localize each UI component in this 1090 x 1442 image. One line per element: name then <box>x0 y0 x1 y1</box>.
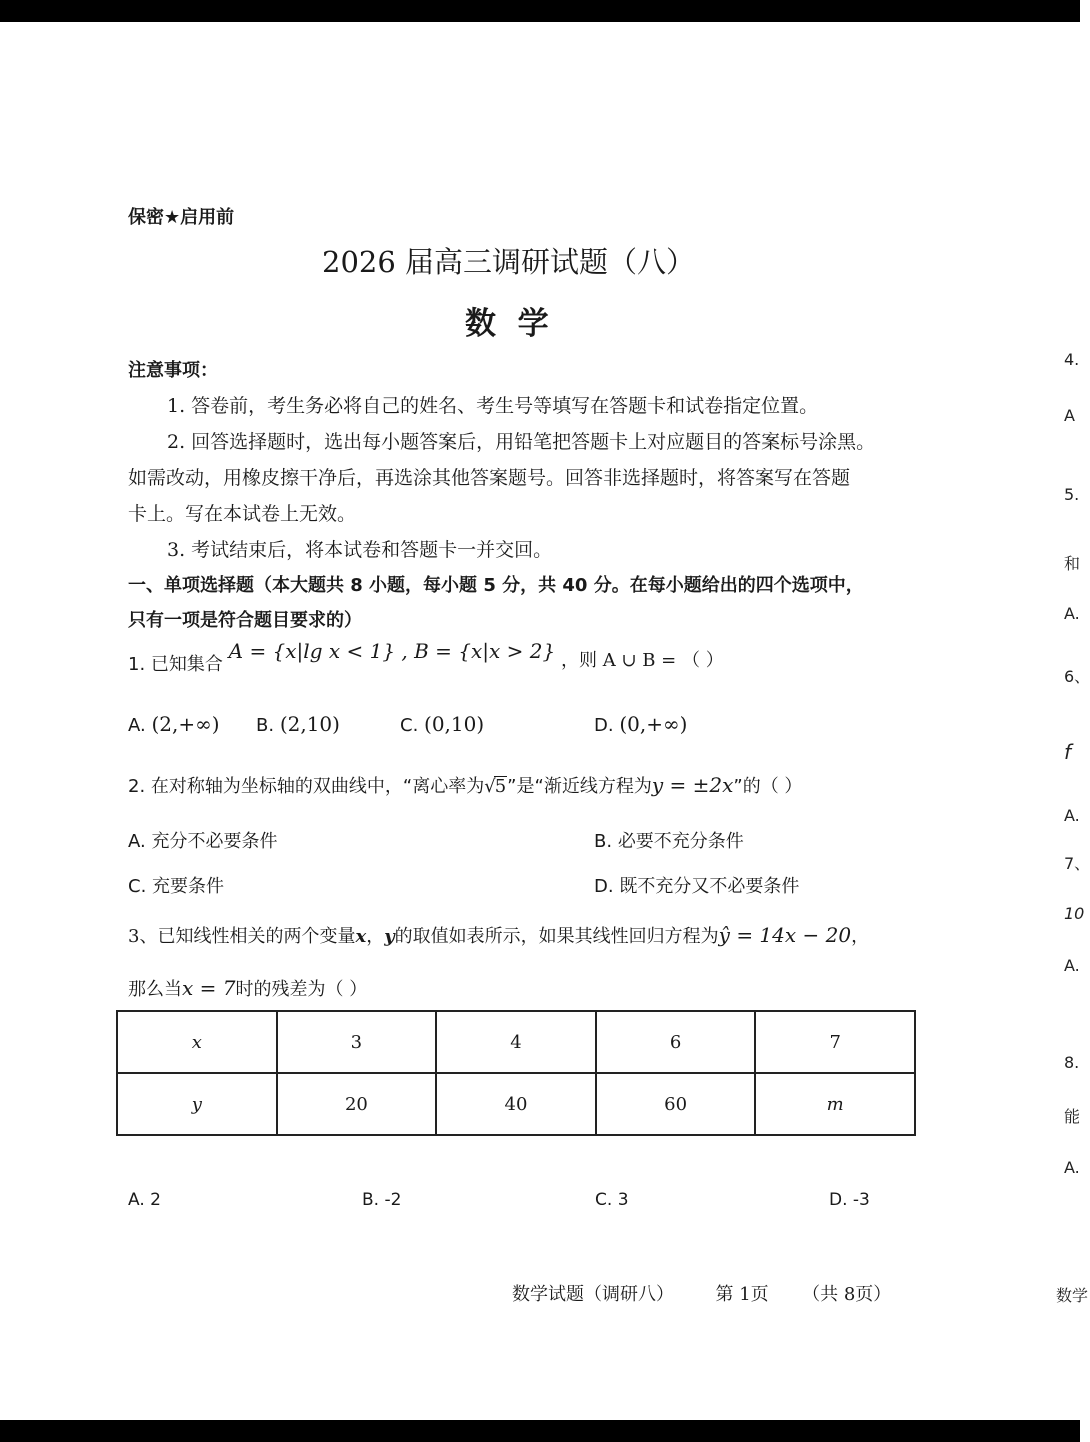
bottom-black-bar <box>0 1420 1080 1442</box>
table-cell: 40 <box>436 1073 596 1135</box>
next-page-fragment: 5. <box>1064 485 1080 504</box>
q2-sqrt-value: 5 <box>494 776 507 797</box>
q3-option-a: A. 2 <box>128 1190 161 1210</box>
q3-option-c: C. 3 <box>595 1190 629 1210</box>
next-page-fragment: f <box>1064 740 1072 764</box>
q3-option-d: D. -3 <box>829 1190 870 1210</box>
section-1-heading-line2: 只有一项是符合题目要求的） <box>128 610 362 631</box>
q1-option-d: D. (0,+∞) <box>594 712 688 736</box>
question-3-line1: 3、已知线性相关的两个变量x，y的取值如表所示，如果其线性回归方程为ŷ = 14x − 20， <box>128 923 870 947</box>
next-page-fragment: 7、 <box>1064 854 1090 873</box>
footer-total-pages: （共 8页） <box>802 1284 892 1305</box>
q2-equation: y = ±2x <box>651 773 734 797</box>
notice-item-1: 1. 答卷前，考生务必将自己的姓名、考生号等填写在答题卡和试卷指定位置。 <box>167 395 819 417</box>
footer-page-number: 第 1页 <box>715 1284 769 1305</box>
next-page-fragment: 能 <box>1064 1107 1081 1126</box>
notice-item-2-line3: 卡上。写在本试卷上无效。 <box>128 503 357 525</box>
next-page-fragment: 8. <box>1064 1053 1080 1072</box>
q3-data-table <box>116 1010 916 1136</box>
table-cell: 4 <box>436 1011 596 1073</box>
q2-option-b: B. 必要不充分条件 <box>594 831 744 852</box>
page-footer <box>512 1280 891 1306</box>
question-2: 2. 在对称轴为坐标轴的双曲线中，“离心率为√5”是“渐近线方程为y = ±2x”的（ ） <box>128 773 803 797</box>
table-row <box>117 1011 915 1073</box>
next-page-fragment: 6、 <box>1064 667 1090 686</box>
q2-option-d: D. 既不充分又不必要条件 <box>594 876 800 897</box>
next-page-fragment: 和 <box>1064 554 1081 573</box>
notice-item-2-line1: 2. 回答选择题时，选出每小题答案后，用铅笔把答题卡上对应题目的答案标号涂黑。 <box>167 431 876 453</box>
next-page-fragment: A <box>1064 406 1075 425</box>
question-3-line2: 那么当x = 7时的残差为（ ） <box>128 976 368 1000</box>
q3-option-b: B. -2 <box>362 1190 402 1210</box>
notice-item-2-line2: 如需改动，用橡皮擦干净后，再选涂其他答案题号。回答非选择题时，将答案写在答题 <box>128 467 851 489</box>
next-page-fragment: A. <box>1064 956 1080 975</box>
next-page-fragment: A. <box>1064 806 1080 825</box>
secret-label: 保密★启用前 <box>128 207 235 228</box>
subject-title: 数 学 <box>465 306 549 342</box>
table-cell: 6 <box>596 1011 756 1073</box>
q2-option-a: A. 充分不必要条件 <box>128 831 278 852</box>
next-page-fragment: 10 <box>1064 904 1085 923</box>
exam-title: 2026 届高三调研试题（八） <box>322 245 696 279</box>
table-cell: 20 <box>277 1073 437 1135</box>
q2-option-c: C. 充要条件 <box>128 876 225 897</box>
table-cell: m <box>755 1073 915 1135</box>
next-page-fragment: A. <box>1064 604 1080 623</box>
q3-regression: ŷ = 14x − 20 <box>718 923 852 947</box>
q1-option-b: B. (2,10) <box>256 712 340 736</box>
table-cell: 7 <box>755 1011 915 1073</box>
q1-prefix: 1. 已知集合 <box>128 654 223 675</box>
notice-heading: 注意事项： <box>128 360 218 381</box>
q1-option-a: A. (2,+∞) <box>128 712 220 736</box>
footer-subject: 数学试题（调研八） <box>512 1284 674 1305</box>
table-row <box>117 1073 915 1135</box>
notice-item-3: 3. 考试结束后，将本试卷和答题卡一并交回。 <box>167 539 553 561</box>
table-cell: 3 <box>277 1011 437 1073</box>
table-cell: y <box>117 1073 277 1135</box>
top-black-bar <box>0 0 1080 22</box>
next-page-fragment: 4. <box>1064 350 1080 369</box>
q1-sets: A = {x|lg x < 1} , B = {x|x > 2} <box>228 639 556 663</box>
table-cell: x <box>117 1011 277 1073</box>
q1-option-c: C. (0,10) <box>400 712 485 736</box>
q3-condition: x = 7 <box>182 976 236 1000</box>
next-page-fragment: A. <box>1064 1158 1080 1177</box>
q1-suffix: ，则 A ∪ B = （ ） <box>560 650 724 671</box>
section-1-heading-line1: 一、单项选择题（本大题共 8 小题，每小题 5 分，共 40 分。在每小题给出的四个选项中， <box>128 575 864 596</box>
question-1 <box>128 639 724 676</box>
table-cell: 60 <box>596 1073 756 1135</box>
next-page-fragment: 数学 <box>1056 1286 1089 1305</box>
